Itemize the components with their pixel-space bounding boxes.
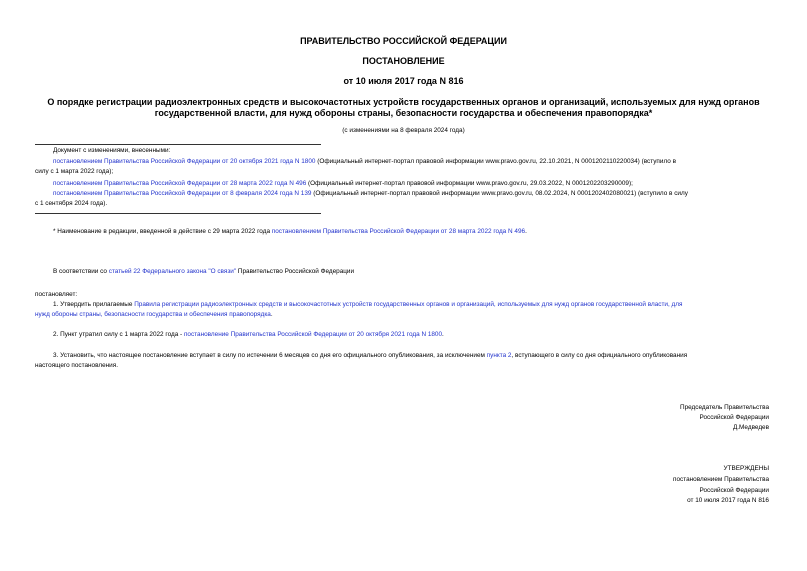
change-link-3[interactable]: постановлением Правительства Российской Федерации от 8 февраля 2024 года N 139 <box>53 190 312 197</box>
law-link[interactable]: статьей 22 Федерального закона "О связи" <box>108 268 237 275</box>
document-type-heading: ПОСТАНОВЛЕНИЕ <box>362 56 445 66</box>
footnote: * Наименование в редакции, введенной в действие с 29 марта 2022 года постановлением Правительства Российской Федерации от 28 марта 2022 года N 496. <box>53 228 527 235</box>
document-title-line-1: О порядке регистрации радиоэлектронных средств и высокочастотных устройств государственных органов и организаций, используемых для нужд органов <box>47 97 760 107</box>
change-item-2: постановлением Правительства Российской Федерации от 28 марта 2022 года N 496 (Официальный интернет-портал правовой информации www.pravo.gov.ru, 29.03.2022, N 0001202203290009); <box>53 180 633 187</box>
signature-position: Председатель Правительства <box>680 404 769 411</box>
approved-org: Российской Федерации <box>699 487 769 494</box>
amendment-note: (с изменениями на 8 февраля 2024 года) <box>342 127 465 134</box>
changes-intro: Документ с изменениями, внесенными: <box>53 147 171 154</box>
decides-label: постановляет: <box>35 291 78 298</box>
change-link-1[interactable]: постановлением Правительства Российской Федерации от 20 октября 2021 года N 1800 <box>53 158 316 165</box>
repeal-link[interactable]: постановление Правительства Российской Федерации от 20 октября 2021 года N 1800 <box>183 331 443 338</box>
separator-bottom <box>35 213 321 214</box>
change-item-3-cont: с 1 сентября 2024 года). <box>35 200 108 207</box>
change-item-3: постановлением Правительства Российской Федерации от 8 февраля 2024 года N 139 (Официальный интернет-портал правовой информации www.pravo.gov.ru, 08.02.2024, N 0001202402080021) (вступило в силу <box>53 190 688 197</box>
change-item-1: постановлением Правительства Российской Федерации от 20 октября 2021 года N 1800 (Официальный интернет-портал правовой информации www.pravo.gov.ru, 22.10.2021, N 0001202110220034) (вступило в <box>53 158 676 165</box>
point-1-cont: нужд обороны страны, безопасности государства и обеспечения правопорядка. <box>35 311 273 318</box>
signature-name: Д.Медведев <box>732 424 769 431</box>
point-2-link[interactable]: пункта 2 <box>486 352 512 359</box>
approved-heading: УТВЕРЖДЕНЫ <box>723 465 769 472</box>
point-3-cont: настоящего постановления. <box>35 362 118 369</box>
separator-top <box>35 144 321 145</box>
approved-by: постановлением Правительства <box>673 476 769 483</box>
change-link-2[interactable]: постановлением Правительства Российской Федерации от 28 марта 2022 года N 496 <box>53 180 307 187</box>
preamble: В соответствии со статьей 22 Федерального закона "О связи" Правительство Российской Федерации <box>53 268 355 275</box>
change-item-1-cont: силу с 1 марта 2022 года); <box>35 168 114 175</box>
document-date-number: от 10 июля 2017 года N 816 <box>343 76 464 86</box>
point-3: 3. Установить, что настоящее постановление вступает в силу по истечении 6 месяцев со дня его официального опубликования, за исключением пункта 2, вступающего в силу со дня официального опубликования <box>53 352 688 359</box>
government-heading: ПРАВИТЕЛЬСТВО РОССИЙСКОЙ ФЕДЕРАЦИИ <box>300 36 507 46</box>
approved-date: от 10 июля 2017 года N 816 <box>687 497 769 504</box>
rules-link[interactable]: Правила регистрации радиоэлектронных средств и высокочастотных устройств государственных органов и организаций, используемых для нужд органов государственной власти, для <box>134 301 683 308</box>
point-2: 2. Пункт утратил силу с 1 марта 2022 года - постановление Правительства Российской Федерации от 20 октября 2021 года N 1800. <box>53 331 444 338</box>
document-title-line-2: государственной власти, для нужд обороны страны, безопасности государства и обеспечения правопорядка* <box>154 108 653 118</box>
signature-org: Российской Федерации <box>699 414 769 421</box>
footnote-link[interactable]: постановлением Правительства Российской Федерации от 28 марта 2022 года N 496 <box>271 228 526 235</box>
rules-link-cont[interactable]: нужд обороны страны, безопасности государства и обеспечения правопорядка <box>35 311 271 318</box>
point-1: 1. Утвердить прилагаемые Правила регистрации радиоэлектронных средств и высокочастотных устройств государственных органов и организаций, используемых для нужд органов государственной власти, для <box>53 301 683 308</box>
